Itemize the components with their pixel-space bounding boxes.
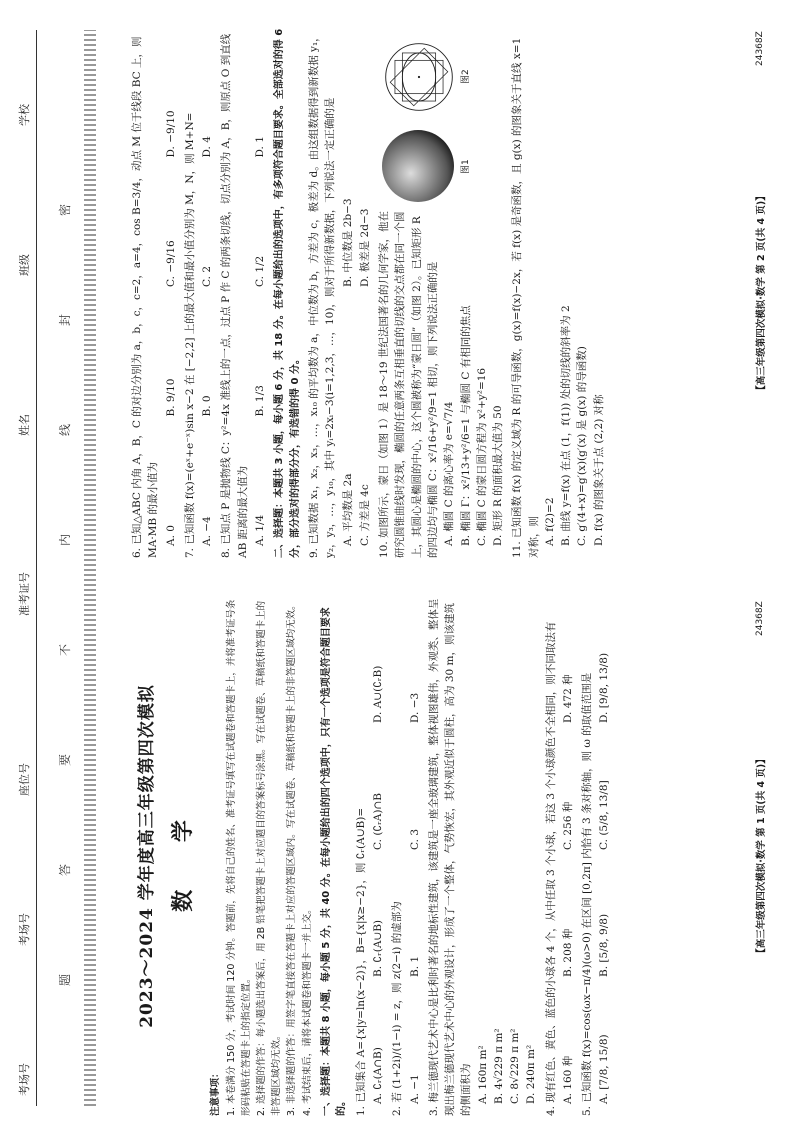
question-11 <box>509 28 607 558</box>
section-2-heading: 二、选择题：本题共 3 小题，每小题 6 分，共 18 分。在每小题给出的选项中，有多项符合题目要求。全部选对的得 6 分，部分选对的得部分分，有选错的得 0 分。 <box>274 28 301 558</box>
question-4 <box>543 596 577 1116</box>
question-10-figures <box>382 32 502 202</box>
binding-line <box>36 30 37 1106</box>
option-c: C. 方差是 4c <box>358 484 371 546</box>
option-b: B. ∁ᵣ(A∪B) <box>372 919 385 977</box>
name-field-label: 姓名 <box>18 414 31 436</box>
seal-char: 封 <box>58 313 72 326</box>
question-options <box>163 28 179 558</box>
option-c: C. 8√229 π m² <box>509 1028 522 1104</box>
admission-number-field-label: 准考证号 <box>18 572 31 616</box>
question-options <box>542 28 607 558</box>
question-options <box>560 596 576 1116</box>
question-stem: 5. 已知函数 f(x)=cos(ωx−π/4)(ω>0) 在区间 [0,2π] 内恰有 3 条对称轴，则 ω 的取值范围是 <box>581 672 594 1116</box>
option-a: A. 椭圆 C 的离心率为 e=√7/4 <box>443 401 456 546</box>
seat-number-field-label: 座位号 <box>18 763 31 796</box>
option-d: D. 矩形 R 的面积最大值为 50 <box>492 405 505 546</box>
option-a: A. f(2)=2 <box>543 497 556 546</box>
question-stem: 4. 现有红色、黄色、蓝色的小球各 4 个，从中任取 3 个小球，若这 3 个小球颜色不全相同，则不同取法有 <box>544 621 557 1116</box>
option-a: A. −1 <box>408 1074 421 1104</box>
option-c: C. 256 种 <box>561 801 574 850</box>
question-7 <box>182 28 216 558</box>
note-item: 3. 非选择题的作答：用签字笔直接答在答题卡上对应的答题区域内。写在试题卷、草稿纸和答题卡上的非答题区域均无效。 <box>286 600 298 1116</box>
question-options <box>596 596 612 1116</box>
option-c: C. 椭圆 C 的蒙日圆方程为 x²+y²=16 <box>475 367 488 546</box>
option-a: A. 160 种 <box>561 1055 574 1104</box>
option-b: B. 椭圆 Γ：x²/13+y²/6=1 与椭圆 C 有相同的焦点 <box>459 305 472 546</box>
option-b: B. [5/8, 9/8) <box>598 913 611 977</box>
seal-char: 要 <box>58 753 72 766</box>
question-stem: 2. 若 (1+2i)/(1−i) = z，则 z(2−i) 的虚部为 <box>391 901 404 1116</box>
question-options <box>475 596 540 1116</box>
option-b: B. 1 <box>408 955 421 977</box>
room-number-field-label: 考场号 <box>18 913 31 946</box>
note-item: 4. 考试结束后，请将本试题卷和答题卡一并上交。 <box>301 904 313 1116</box>
option-d: D. A∪(∁ᵣB) <box>372 665 385 723</box>
note-item: 2. 选择题的作答：每小题选出答案后，用 2B 铅笔把答题卡上对应题目的答案标号涂黑。写在试题卷、草稿纸和答题卡上的非答题区域均无效。 <box>256 600 283 1116</box>
exam-notes <box>208 596 314 1116</box>
option-a: A. 1/4 <box>253 514 266 546</box>
question-5 <box>579 596 613 1116</box>
option-c: C. 1/2 <box>253 255 266 287</box>
option-b: B. 208 种 <box>561 928 574 977</box>
binding-hatch <box>84 30 96 1106</box>
question-3 <box>426 596 540 1116</box>
option-d: D. 240π m² <box>525 1044 538 1104</box>
seal-char: 内 <box>58 533 72 546</box>
option-c: C. −9/16 <box>164 240 177 287</box>
seal-char: 答 <box>58 863 72 876</box>
question-options <box>407 596 423 1116</box>
monge-circle-diagram <box>382 40 456 114</box>
question-stem: 1. 已知集合 A={x|y=ln(x−2)}，B={x|x≥−2}，则 ∁ᵣ(A∪B)= <box>354 807 367 1116</box>
option-c: C. g′(4+x)=g′(x)(g′(x) 是 g(x) 的导函数) <box>576 346 589 546</box>
question-options <box>199 28 215 558</box>
question-6 <box>129 28 179 558</box>
option-d: D. 1 <box>253 136 266 158</box>
question-stem: 6. 已知△ABC 内角 A，B，C 的对边分别为 a，b，c，c=2，a=4，cos B=3/4，动点 M 位于线段 BC 上，则 MA·MB 的最小值为 <box>131 36 160 558</box>
class-field-label: 班级 <box>18 254 31 276</box>
section-1-heading: 一、选择题：本题共 8 小题，每小题 5 分，共 40 分。在每小题给出的四个选项中，只有一个选项是符合题目要求的。 <box>320 607 348 1116</box>
exam-subject: 数 学 <box>170 800 197 912</box>
option-c: C. 3 <box>408 828 421 850</box>
seal-char: 题 <box>58 973 72 986</box>
seal-char: 密 <box>58 203 72 216</box>
question-stem: 9. 已知数据 x₁，x₂，x₃，…，x₁₀ 的平均数为 a，中位数为 b，方差为 c，极差为 d。由这组数据得到新数据 y₁，y₂，y₃，…，y₁₀，其中 yᵢ=2xᵢ−3(i=1,2,3，…，10)，则对于所得新数据，下列说法一定正确的是 <box>308 31 337 558</box>
question-options <box>252 28 268 558</box>
option-b: B. 4√229 π m² <box>492 1028 505 1104</box>
option-a: A. ∁ᵣ(A∩B) <box>372 1047 385 1104</box>
option-d: D. 4 <box>201 136 214 158</box>
option-b: B. 0 <box>201 395 214 417</box>
notes-heading: 注意事项： <box>210 1068 222 1116</box>
question-stem: 11. 已知函数 f(x) 的定义域为 R 的可导函数，g(x)=f(x)−2x，若 f(x) 是奇函数，且 g(x) 的图象关于直线 x=1 对称，则 <box>511 37 540 558</box>
page-2-column <box>126 28 607 558</box>
page-1-footer: 【高三年级第四次模拟·数学 第 1 页(共 4 页)】 <box>756 754 767 958</box>
option-a: A. 0 <box>164 525 177 546</box>
page-1-column <box>130 596 614 1116</box>
question-8 <box>218 28 268 558</box>
question-stem: 3. 梅兰德现代艺术中心是比利时著名的地标性建筑，该建筑是一座全玻璃建筑，整体视图雄伟，外观类、整体呈现出梅兰德现代艺术中心的外观设计，形成了一个整体，气势恢宏，其外观近似于圆柱，高为 30 m，则该建筑的侧面积为 <box>427 598 473 1116</box>
question-stem: 10. 如图所示，蒙日（如图 1）是 18～19 世纪法国著名的几何学家，他在研究圆锥曲线时发现，椭圆的任意两条互相垂直的切线的交点都在同一个圆上，其圆心是椭圆的中心，这个圆被称为“蒙日圆”（如图 2）。已知矩形 R 的四边均与椭圆 C：x²/16+y²/9=1 相切，则下列说法正确的是 <box>378 211 439 558</box>
option-c: C. (∁ᵣA)∩B <box>372 793 385 850</box>
option-c: C. (5/8, 13/8] <box>598 780 611 850</box>
seal-char: 线 <box>58 423 72 436</box>
school-field-label: 学校 <box>18 104 31 126</box>
question-stem: 8. 已知点 P 是抛物线 C：y²=4x 准线上的一点，过点 P 作 C 的两条切线，切点分别为 A，B，则原点 O 到直线 AB 距离的最大值为 <box>220 33 249 558</box>
question-options <box>370 596 386 1116</box>
page-2-code: 24368Z <box>755 31 765 66</box>
question-10 <box>376 28 506 558</box>
monge-portrait-image <box>382 130 454 202</box>
option-d: D. [9/8, 13/8) <box>598 652 611 723</box>
seal-char: 不 <box>58 643 72 656</box>
figure-2-label: 图2 <box>461 69 472 84</box>
note-item: 1. 本卷满分 150 分，考试时间 120 分钟。答题前，先将自己的姓名、准考证号填写在试题卷和答题卡上，并将准考证号条形码粘贴在答题卡上的指定位置。 <box>225 599 252 1116</box>
option-a: A. −4 <box>201 516 214 546</box>
room-field-label: 考场号 <box>18 1063 31 1096</box>
page-2-footer: 【高三年级第四次模拟·数学 第 2 页(共 4 页)】 <box>756 191 767 395</box>
question-9 <box>306 28 373 558</box>
option-d: D. 极差是 2d−3 <box>358 208 371 287</box>
question-2 <box>389 596 423 1116</box>
option-a: A. [7/8, 15/8) <box>598 1034 611 1104</box>
question-options <box>340 28 356 558</box>
option-b: B. 中位数是 2b−3 <box>341 198 354 287</box>
option-d: D. f(x) 的图象关于点 (2,2) 对称 <box>592 394 605 546</box>
option-b: B. 1/3 <box>253 385 266 417</box>
question-options <box>357 28 373 558</box>
option-d: D. 472 种 <box>561 674 574 723</box>
question-1 <box>353 596 387 1116</box>
exam-title: 2023～2024 学年度高三年级第四次模拟 <box>137 684 157 1028</box>
option-a: A. 160π m² <box>476 1045 489 1104</box>
binding-margin <box>0 0 120 1136</box>
option-c: C. 2 <box>201 265 214 287</box>
page-1-code: 24368Z <box>755 601 765 636</box>
question-stem: 7. 已知函数 f(x)=(eˣ+e⁻ˣ)sin x−2 在 [−2,2] 上的最大值和最小值分别为 M，N，则 M+N= <box>183 112 196 558</box>
option-b: B. 曲线 y=f(x) 在点 (1，f(1)) 处的切线的斜率为 2 <box>560 305 573 546</box>
option-d: D. −3 <box>408 692 421 723</box>
option-b: B. 9/10 <box>164 378 177 417</box>
option-a: A. 平均数是 2a <box>341 473 354 546</box>
figure-1-label: 图1 <box>461 159 472 174</box>
option-d: D. −9/10 <box>164 110 177 158</box>
